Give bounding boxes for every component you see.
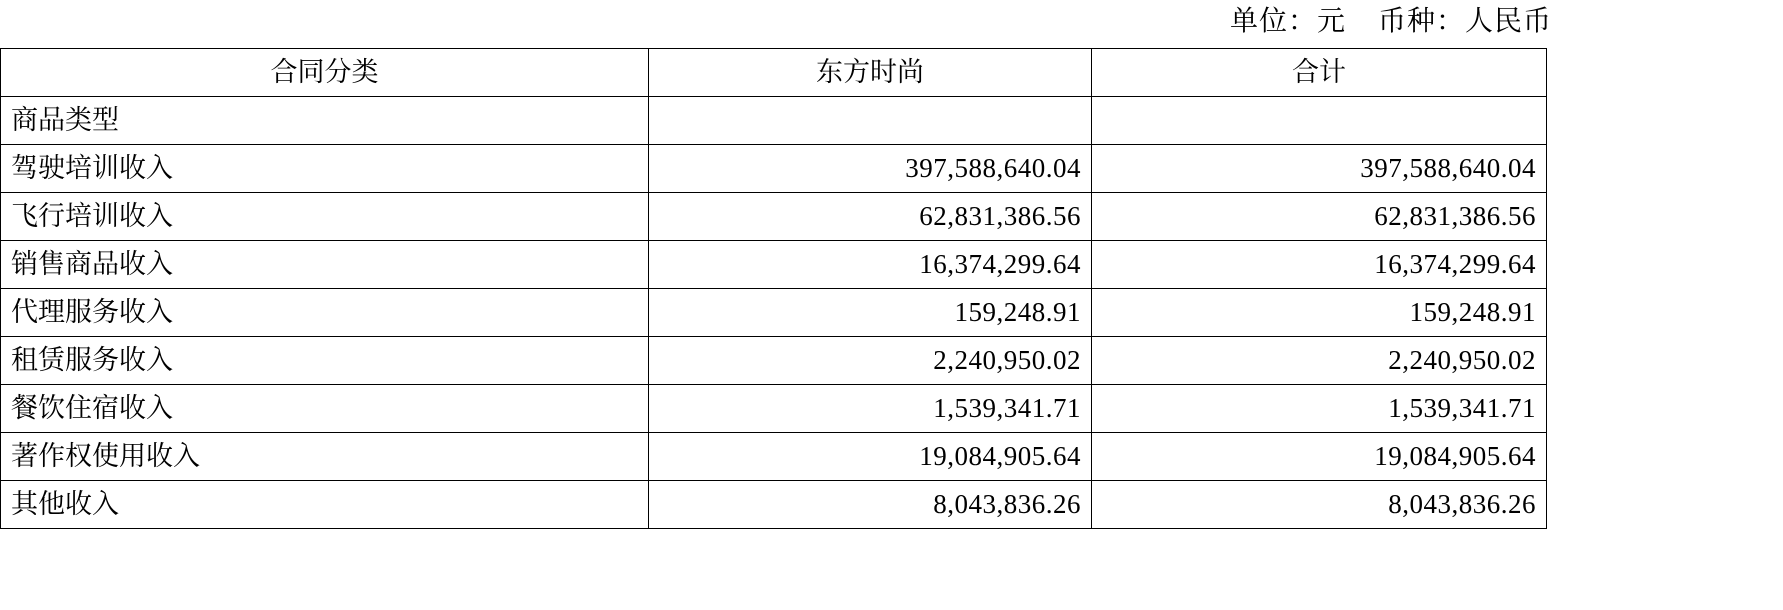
row-label: 餐饮住宿收入 <box>1 385 649 433</box>
row-value-total: 16,374,299.64 <box>1092 241 1547 289</box>
row-label: 代理服务收入 <box>1 289 649 337</box>
table-row <box>1 241 1547 289</box>
row-value-dongfang: 397,588,640.04 <box>649 145 1092 193</box>
table-header-row <box>1 49 1547 97</box>
row-label: 租赁服务收入 <box>1 337 649 385</box>
group-label: 商品类型 <box>1 97 649 145</box>
row-value-dongfang: 8,043,836.26 <box>649 481 1092 529</box>
table-row <box>1 289 1547 337</box>
table-row <box>1 337 1547 385</box>
table-row <box>1 193 1547 241</box>
row-value-dongfang: 19,084,905.64 <box>649 433 1092 481</box>
row-value-dongfang: 16,374,299.64 <box>649 241 1092 289</box>
row-value-dongfang: 62,831,386.56 <box>649 193 1092 241</box>
row-value-dongfang: 1,539,341.71 <box>649 385 1092 433</box>
row-label: 驾驶培训收入 <box>1 145 649 193</box>
column-header-total: 合计 <box>1092 49 1547 97</box>
row-value-total: 159,248.91 <box>1092 289 1547 337</box>
revenue-breakdown-table <box>0 48 1547 529</box>
row-value-total: 8,043,836.26 <box>1092 481 1547 529</box>
row-label: 飞行培训收入 <box>1 193 649 241</box>
table-row-group <box>1 97 1547 145</box>
row-label: 著作权使用收入 <box>1 433 649 481</box>
column-header-category: 合同分类 <box>1 49 649 97</box>
row-value-total: 19,084,905.64 <box>1092 433 1547 481</box>
row-value-dongfang: 159,248.91 <box>649 289 1092 337</box>
column-header-dongfang: 东方时尚 <box>649 49 1092 97</box>
table-row <box>1 385 1547 433</box>
unit-currency-note: 单位：元 币种：人民币 <box>1229 6 1552 37</box>
table-row <box>1 433 1547 481</box>
row-value-total: 62,831,386.56 <box>1092 193 1547 241</box>
row-value-dongfang: 2,240,950.02 <box>649 337 1092 385</box>
group-dongfang-empty <box>649 97 1092 145</box>
table-row <box>1 481 1547 529</box>
row-value-total: 2,240,950.02 <box>1092 337 1547 385</box>
row-value-total: 1,539,341.71 <box>1092 385 1547 433</box>
group-total-empty <box>1092 97 1547 145</box>
row-label: 其他收入 <box>1 481 649 529</box>
table-row <box>1 145 1547 193</box>
row-value-total: 397,588,640.04 <box>1092 145 1547 193</box>
row-label: 销售商品收入 <box>1 241 649 289</box>
